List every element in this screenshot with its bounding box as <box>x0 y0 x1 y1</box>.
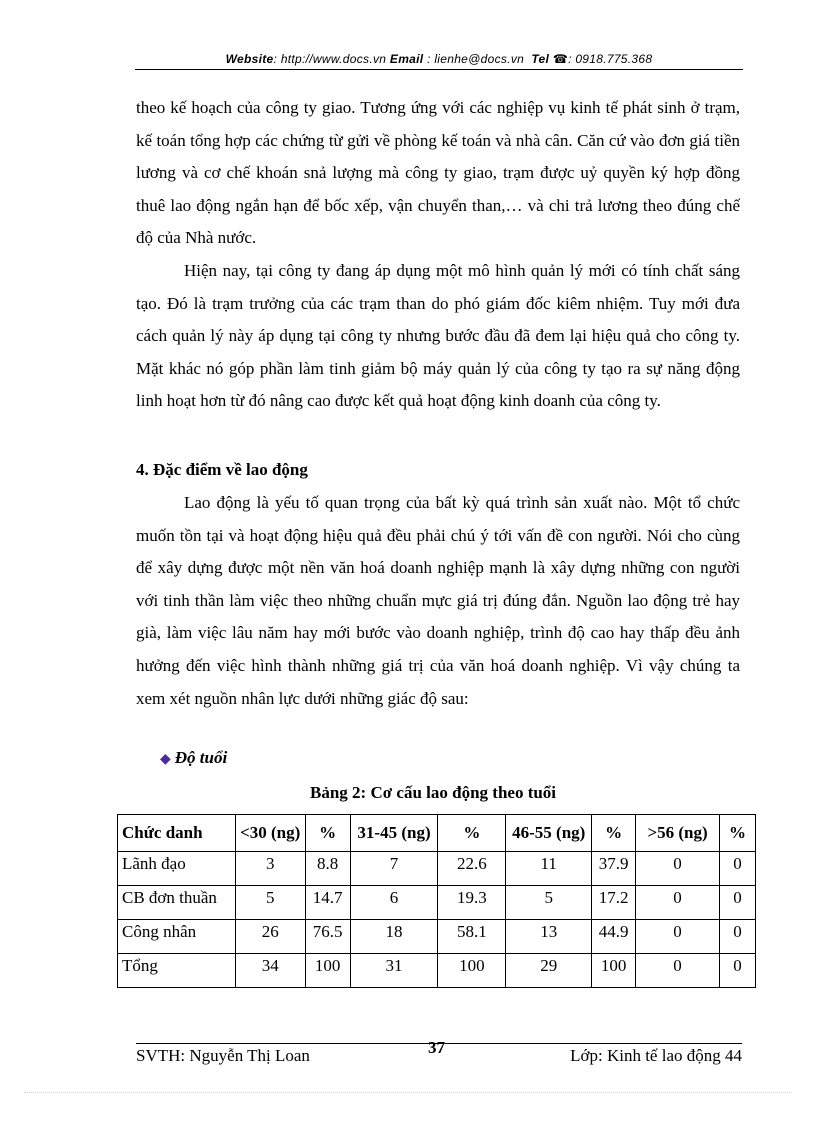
table-cell: 44.9 <box>592 920 636 954</box>
table-cell: 0 <box>636 920 720 954</box>
table-cell: 26 <box>235 920 305 954</box>
class-name: Lớp: Kinh tế lao động 44 <box>570 1046 742 1065</box>
table-header-cell: % <box>438 815 506 852</box>
table-header-cell: Chức danh <box>118 815 236 852</box>
section-paragraph: Lao động là yếu tố quan trọng của bất kỳ quá trình sản xuất nào. Một tổ chức muốn tồn tại và hoạt động hiệu quả đều phải chú ý tới vấn đề con người. Nói cho cùng để xây dựng được một nền văn hoá doanh nghiệp mạnh là xây dựng những con người với tinh thần làm việc theo những chuẩn mực giá trị đúng đắn. Nguồn lao động trẻ hay già, làm việc lâu năm hay mới bước vào doanh nghiệp, trình độ cao hay thấp đều ảnh hưởng đến việc hình thành những giá trị của văn hoá doanh nghiệp. Vì vậy chúng ta xem xét nguồn nhân lực dưới những giác độ sau: <box>136 493 740 708</box>
student-name: SVTH: Nguyễn Thị Loan <box>136 1046 310 1065</box>
table-header-cell: % <box>592 815 636 852</box>
page-header <box>135 52 743 70</box>
table-cell: Tổng <box>118 954 236 988</box>
table-cell: 14.7 <box>305 886 350 920</box>
table-cell: 100 <box>592 954 636 988</box>
intro-text <box>136 92 740 418</box>
table-header-cell: >56 (ng) <box>636 815 720 852</box>
table-cell: 76.5 <box>305 920 350 954</box>
table-cell: 0 <box>719 954 755 988</box>
table-cell: Lãnh đạo <box>118 852 236 886</box>
table-cell: 58.1 <box>438 920 506 954</box>
table-header-cell: 46-55 (ng) <box>506 815 592 852</box>
paragraph-2: Hiện nay, tại công ty đang áp dụng một mô hình quản lý mới có tính chất sáng tạo. Đó là trạm trưởng của các trạm than do phó giám đốc kiêm nhiệm. Tuy mới đưa cách quản lý này áp dụng tại công ty nhưng bước đầu đã đem lại hiệu quả cho công ty. Mặt khác nó góp phần làm tinh giảm bộ máy quản lý của công ty tạo ra sự năng động linh hoạt hơn từ đó nâng cao được kết quả hoạt động kinh doanh của công ty. <box>136 260 740 411</box>
table-caption: Bảng 2: Cơ cấu lao động theo tuổi <box>310 783 557 802</box>
table-row <box>118 920 756 954</box>
page-number: 37 <box>428 1038 445 1057</box>
table-row <box>118 852 756 886</box>
table-cell: 34 <box>235 954 305 988</box>
table-cell: 31 <box>350 954 438 988</box>
table-header-cell: % <box>719 815 755 852</box>
table-header-cell: % <box>305 815 350 852</box>
table-cell: 6 <box>350 886 438 920</box>
table-header-row <box>118 815 756 852</box>
email-label: Email <box>389 52 424 66</box>
table-header-cell: 31-45 (ng) <box>350 815 438 852</box>
table-cell: 0 <box>636 852 720 886</box>
table-cell: 7 <box>350 852 438 886</box>
table-cell: 19.3 <box>438 886 506 920</box>
page-divider <box>24 1092 792 1093</box>
table-cell: 3 <box>235 852 305 886</box>
age-structure-table <box>117 814 756 988</box>
page-footer <box>136 1038 742 1065</box>
table-cell: 5 <box>235 886 305 920</box>
table-cell: 17.2 <box>592 886 636 920</box>
table-cell: CB đơn thuần <box>118 886 236 920</box>
table-cell: 5 <box>506 886 592 920</box>
section-title: 4. Đặc điểm về lao động <box>136 460 308 479</box>
bullet-item <box>160 748 227 768</box>
tel-value: : 0918.775.368 <box>568 52 653 66</box>
table-cell: 100 <box>305 954 350 988</box>
website-label: Website <box>225 52 274 66</box>
section-text <box>136 487 740 715</box>
table-cell: 0 <box>719 852 755 886</box>
table-cell: 8.8 <box>305 852 350 886</box>
table-cell: 0 <box>636 954 720 988</box>
table-cell: 0 <box>636 886 720 920</box>
table-row <box>118 954 756 988</box>
phone-icon: ☎ <box>552 52 569 66</box>
table-cell: 11 <box>506 852 592 886</box>
table-cell: 13 <box>506 920 592 954</box>
table-cell: 22.6 <box>438 852 506 886</box>
table-header-cell: <30 (ng) <box>235 815 305 852</box>
table-cell: 0 <box>719 920 755 954</box>
table-cell: 29 <box>506 954 592 988</box>
email-value: : lienhe@docs.vn <box>423 52 525 66</box>
diamond-bullet-icon: ◆ <box>160 752 171 767</box>
website-value: : http://www.docs.vn <box>273 52 387 66</box>
table-cell: 0 <box>719 886 755 920</box>
table-cell: 18 <box>350 920 438 954</box>
table-cell: 37.9 <box>592 852 636 886</box>
table-cell: Công nhân <box>118 920 236 954</box>
table-row <box>118 886 756 920</box>
paragraph-1: theo kế hoạch của công ty giao. Tương ứng với các nghiệp vụ kinh tế phát sinh ở trạm, kế toán tổng hợp các chứng từ gửi về phòng kế toán và nhà cân. Căn cứ vào đơn giá tiền lương và cơ chế khoán snả lượng mà công ty giao, trạm được uỷ quyền ký hợp đồng thuê lao động ngắn hạn để bốc xếp, vận chuyển than,… và chi trả lương theo đúng chế độ của Nhà nước. <box>136 98 740 248</box>
bullet-label: Độ tuổi <box>174 748 228 767</box>
table-cell: 100 <box>438 954 506 988</box>
tel-label: Tel <box>531 52 550 66</box>
